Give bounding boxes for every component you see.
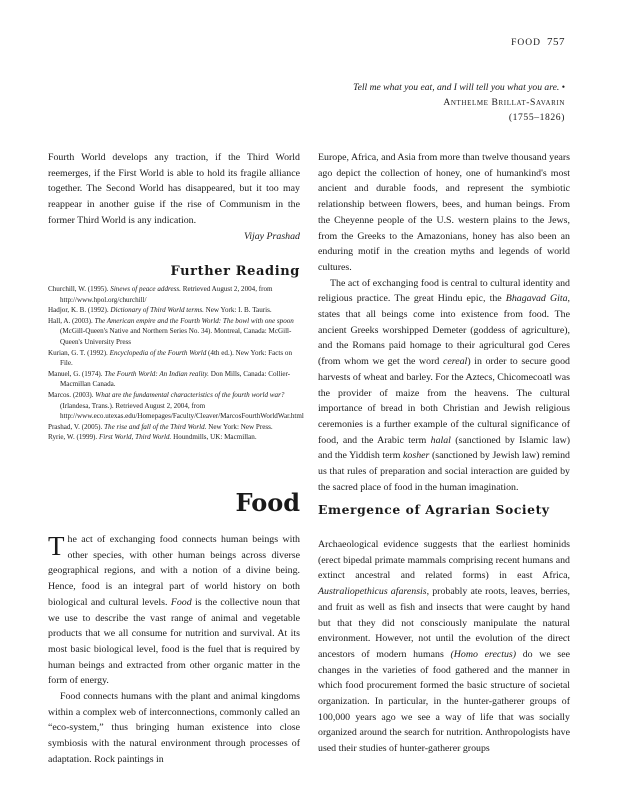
- reference-item: Marcos. (2003). What are the fundamental characteristics of the fourth world war? (Irlandesa, Trans.). Retrieved August 2, 2004, from http://www.eco.utexas.edu/Homepages/Faculty/Cleaver/MarcosFourthWorldWar.html: [48, 390, 304, 421]
- reference-item: Prashad, V. (2005). The rise and fall of the Third World. New York: New Press.: [48, 422, 273, 431]
- article-paragraph: Food connects humans with the plant and animal kingdoms within a complex web of interconnections, commonly called an “eco-system,” thus bringing human existence into close symbiosis with the natural environment through processes of adaptation. Rock paintings in: [48, 691, 300, 765]
- article-paragraph: Archaeological evidence suggests that the earliest hominids (erect bipedal primate mammals comprising recent humans and extinct ancestral and related forms) in east Africa, Australiopethicus afarensis, probably ate roots, leaves, berries, and fruit as well as fish and insects that were caught by hand but that they did not consciously manipulate the natural environment. However, not until the evolution of the direct ancestors of modern humans (Homo erectus) do we see changes in the varieties of food gathered and the manner in which food procurement formed the basic structure of societal organization. In particular, in the hunter-gatherer groups of 100,000 years ago we see a way of life that was socially organized around the search for nutrition. Anthropologists have used their studies of hunter-gatherer groups: [318, 539, 571, 755]
- article-author-signature: Vijay Prashad: [243, 230, 300, 242]
- article-paragraph: The act of exchanging food is central to cultural identity and religious practice. The great Hindu epic, the Bhagavad Gita, states that all beings come into existence from food. The ancient Greeks worshipped Demeter (goddess of agriculture), and the Romans paid homage to their agricultural god Ceres (from whom we get the word cereal) in order to secure good harvests of wheat and barley. For the Aztecs, Chicomecoatl was the provider of maize from the heavens. The cultural importance of bread in both Christian and Jewish religious ceremonies is a further example of the cultural significance of food, and the Arabic term halal (sanctioned by Islamic law) and the Yiddish term kosher (sanctioned by Jewish law) remind us that rules of preparation and social interaction are guided by the sacred place of food in the human imagination.: [318, 277, 570, 493]
- article-paragraph: The act of exchanging food connects human beings with other species, with other human beings across diverse geographical regions, and with a notion of a divine being. Hence, food is an integral part of world history on both biological and cultural levels. Food is the collective noun that we use to describe the vast range of animal and vegetable products that we all consume for nutrition and survival. At its most basic biological level, food is the fuel that is required by human beings and extracted from other organic matter in the form of energy.: [48, 531, 300, 687]
- reference-item: Kurian, G. T. (1992). Encyclopedia of the Fourth World (4th ed.). New York: Facts on File.: [48, 348, 292, 368]
- reference-item: Churchill, W. (1995). Sinews of peace address. Retrieved August 2, 2004, from http://www.hpol.org/churchill/: [48, 285, 273, 304]
- reference-item: Ryrie, W. (1999). First World, Third World. Houndmills, UK: Macmillan.: [48, 433, 257, 442]
- article-body-right: [318, 150, 570, 495]
- further-reading-heading: Further Reading: [170, 264, 300, 279]
- reference-item: Hadjor, K. B. (1992). Dictionary of Third World terms. New York: I. B. Tauris.: [48, 306, 272, 315]
- previous-article-ending: [48, 150, 300, 244]
- drop-cap: T: [48, 531, 65, 561]
- further-reading-list: [48, 284, 304, 443]
- epigraph-dates: (1755–1826): [508, 112, 565, 123]
- article-body-left: [48, 532, 300, 768]
- running-header: [511, 36, 565, 48]
- epigraph-quote: Tell me what you eat, and I will tell you what you are.: [353, 82, 560, 93]
- header-section-title: FOOD: [511, 38, 541, 48]
- section-body: [318, 537, 570, 757]
- epigraph: [345, 80, 565, 125]
- page-number: 757: [547, 36, 565, 48]
- reference-item: Manuel, G. (1974). The Fourth World: An Indian reality. Don Mills, Canada: Collier-Macmillan Canada.: [48, 369, 291, 389]
- epigraph-author: Anthelme Brillat-Savarin: [443, 97, 565, 108]
- reference-item: Hall, A. (2003). The American empire and the Fourth World: The bowl with one spoon (McGill-Queen's Native and Northern Series No. 34). Montreal, Canada: McGill-Queen's University Press: [48, 316, 294, 346]
- bullet-separator: •: [561, 82, 565, 93]
- previous-article-paragraph: Fourth World develops any traction, if the Third World reemerges, if the First World is able to hold its fragile alliance together. The Second World has disappeared, but it too may reappear in another guise if the rise of Communism in the former Third World is any indication.: [48, 152, 300, 226]
- section-heading: Emergence of Agrarian Society: [318, 502, 550, 517]
- article-paragraph: Europe, Africa, and Asia from more than twelve thousand years ago depict the collection of honey, one of humankind's most ancient and durable foods, and represent the symbiotic relationship between flowers, bees, and human beings. From the Cheyenne people of the U.S. western plains to the Jews, from the Greeks to the Amazonians, honey has also been an enduring motif in the creation myths and legends of world cultures.: [318, 152, 570, 273]
- article-title: Food: [235, 488, 300, 517]
